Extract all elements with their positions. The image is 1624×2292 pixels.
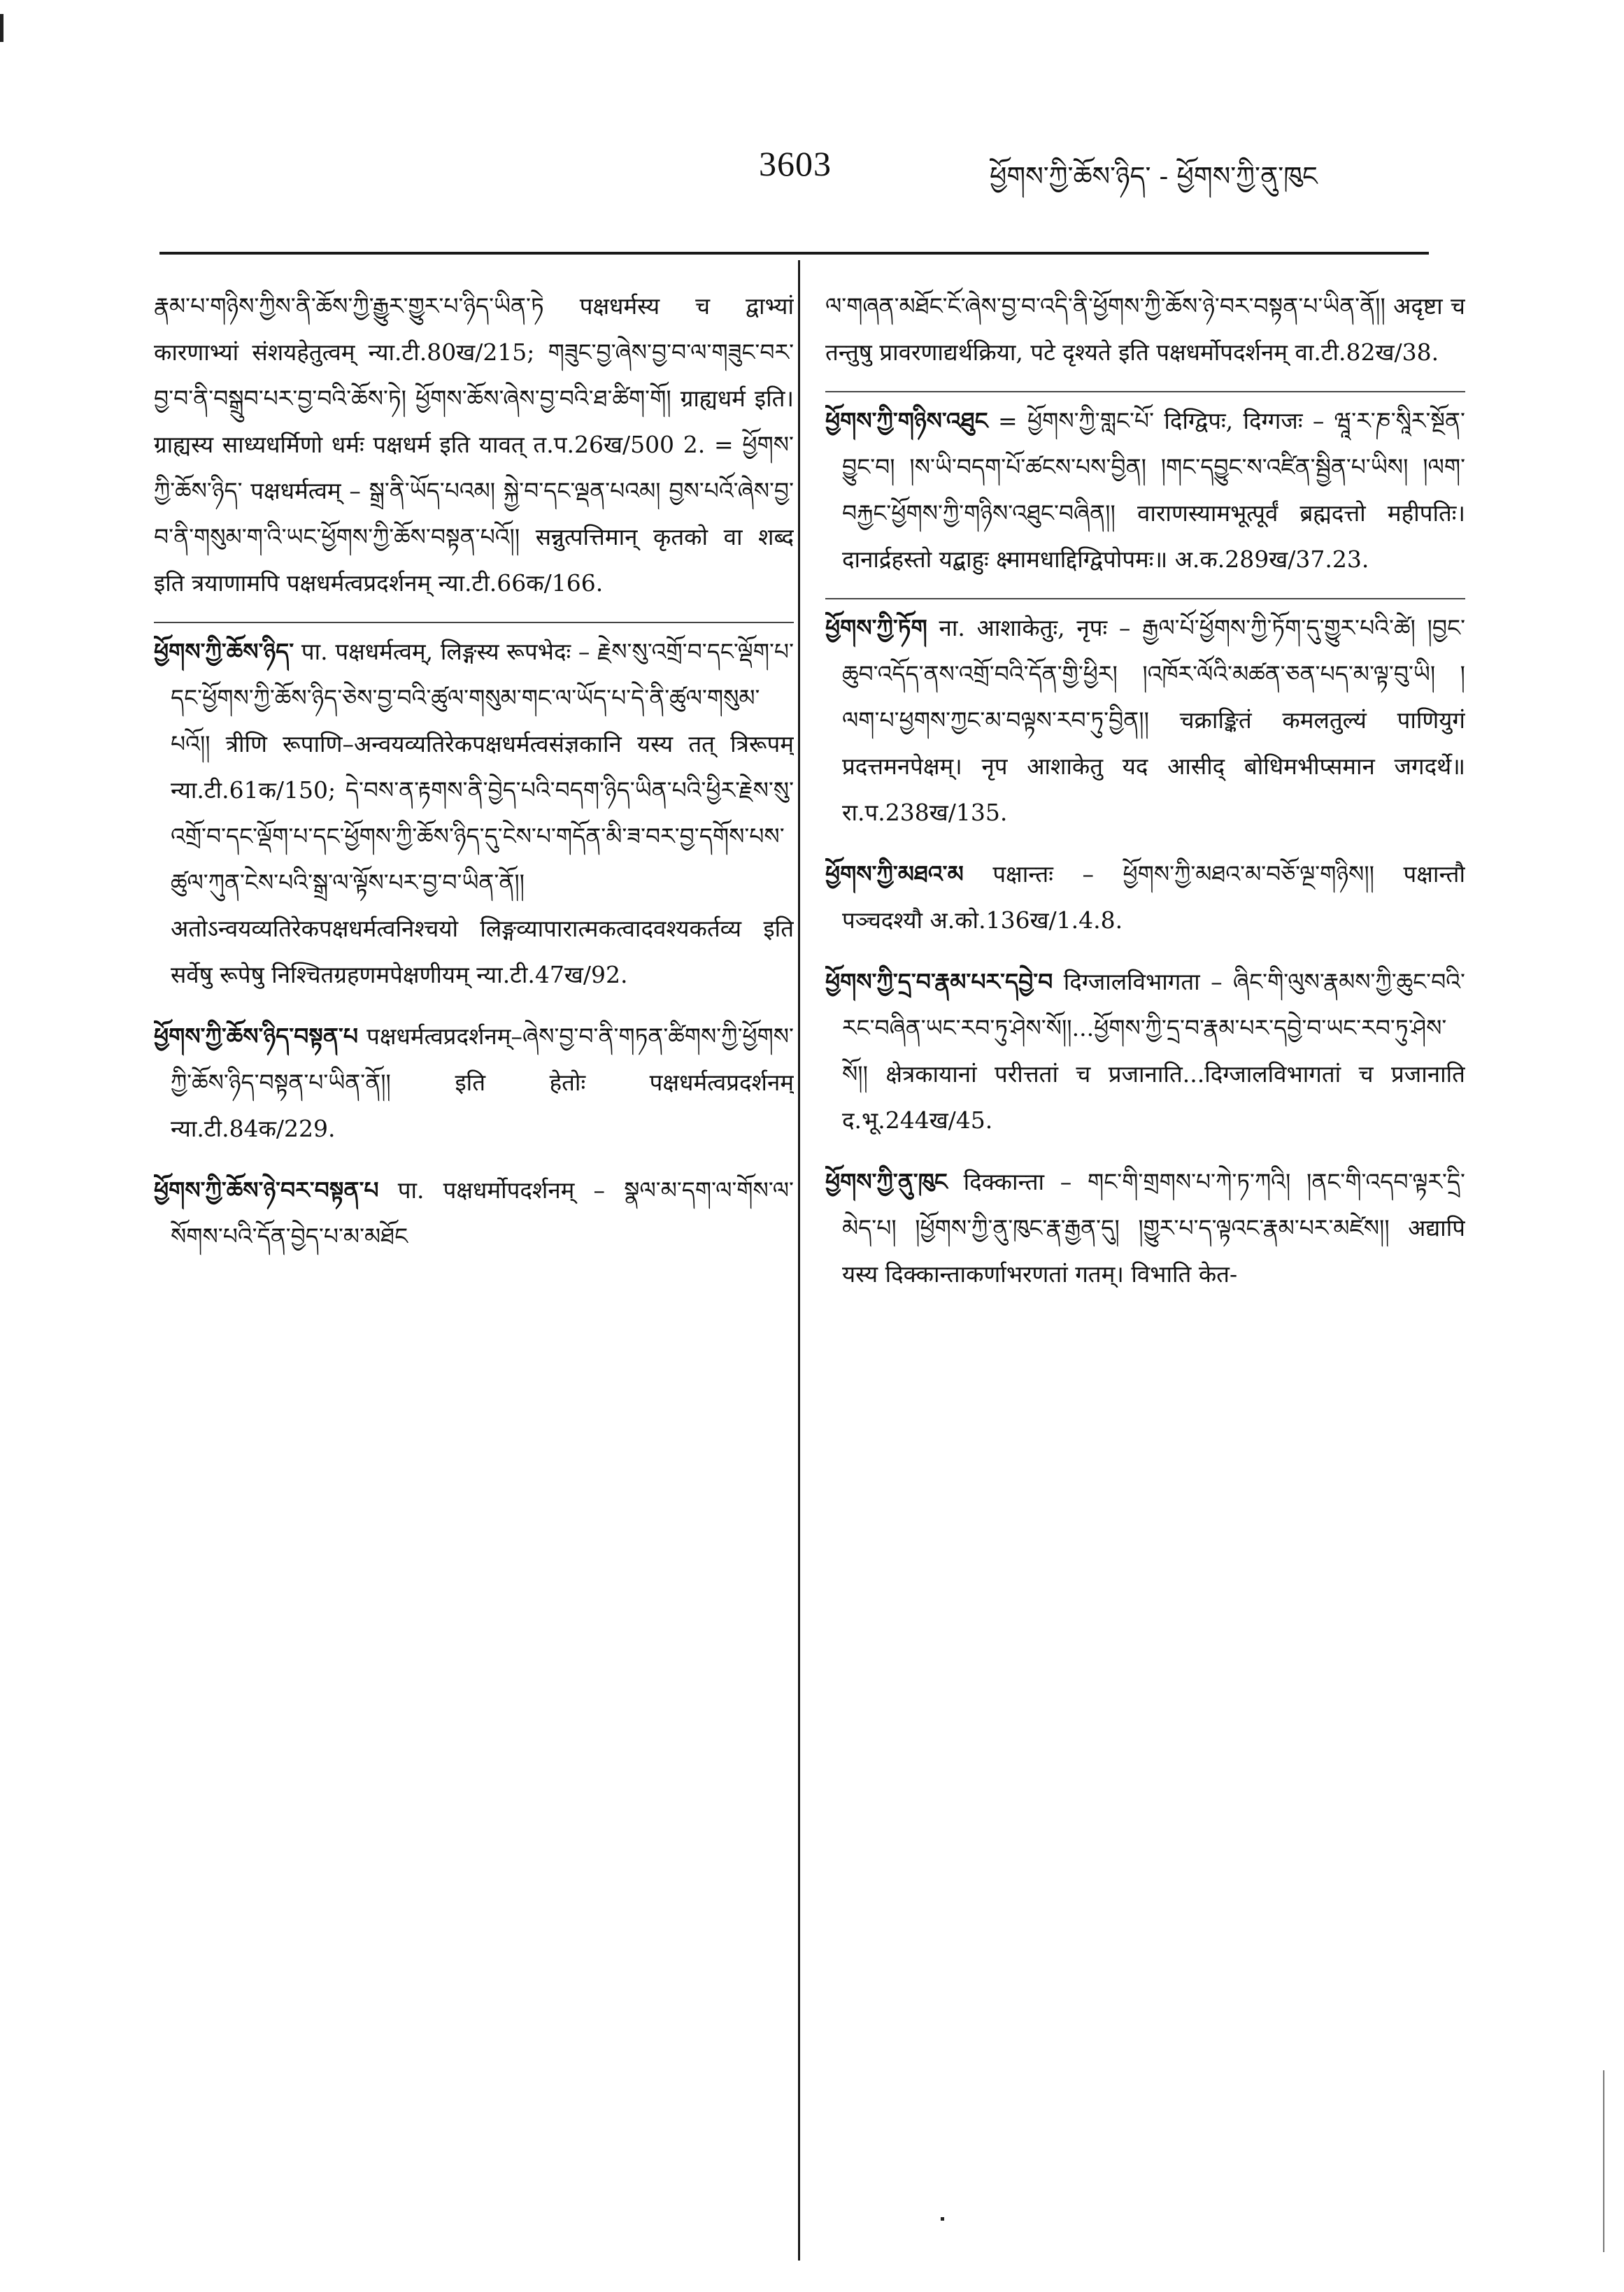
- entry-headword: ཕྱོགས་ཀྱི་དྲ་བ་རྣམ་པར་དབྱེ་བ: [825, 968, 1053, 995]
- entry-text: पा. पक्षधर्मत्वम्, लिङ्गस्य रूपभेदः – རྗེས་སུ་འགྲོ་བ་དང་ལྡོག་པ་དང་ཕྱོགས་ཀྱི་ཆོས་ཉིད་ཅེས་བྱ་བའི་ཚུལ་གསུམ་གང་ལ་ཡོད་པ་དེ་ནི་ཚུལ་གསུམ་པའོ།། त्रीणि रूपाणि–अन्वयव्यतिरेकपक्षधर्मत्वसंज्ञकानि यस्य तत् त्रिरूपम् न्या.टी.61क/150; དེ་བས་ན་རྟགས་ནི་བྱེད་པའི་བདག་ཉིད་ཡིན་པའི་ཕྱིར་རྗེས་སུ་འགྲོ་བ་དང་ལྡོག་པ་དང་ཕྱོགས་ཀྱི་ཆོས་ཉིད་དུ་ངེས་པ་གདོན་མི་ཟ་བར་བྱ་དགོས་པས་ཚུལ་ཀུན་ངེས་པའི་སྒྲ་ལ་ལྟོས་པར་བྱ་བ་ཡིན་ནོ།། अतोऽन्वयव्यतिरेकपक्षधर्मत्वनिश्चयो लिङ्गव्यापारात्मकत्वादवश्यकर्तव्य इति सर्वेषु रूपेषु निश्चितग्रहणमपेक्षणीयम् न्या.टी.47ख/92.: [171, 638, 794, 988]
- dictionary-entry: [154, 622, 794, 998]
- right-column: [825, 283, 1465, 2263]
- entry-text: རྣམ་པ་གཉིས་ཀྱིས་ནི་ཆོས་ཀྱི་རྒྱུར་གྱུར་པ་ཉིད་ཡིན་ཏེ पक्षधर्मस्य च द्वाभ्यां कारणाभ्यां संशयहेतुत्वम् न्या.टी.80ख/215; གཟུང་བྱ་ཞེས་བྱ་བ་ལ་གཟུང་བར་བྱ་བ་ནི་བསྒྲུབ་པར་བྱ་བའི་ཆོས་ཏེ། ཕྱོགས་ཆོས་ཞེས་བྱ་བའི་ཐ་ཚིག་གོ། ग्राह्यधर्म इति। ग्राह्यस्य साध्यधर्मिणो धर्मः पक्षधर्म इति यावत् त.प.26ख/500 2. = ཕྱོགས་ཀྱི་ཆོས་ཉིད་ पक्षधर्मत्वम् – སྒྲ་ནི་ཡོད་པའམ། སྐྱེ་བ་དང་ལྡན་པའམ། བྱས་པའོ་ཞེས་བྱ་བ་ནི་གསུམ་ག་འི་ཡང་ཕྱོགས་ཀྱི་ཆོས་བསྟན་པའོ།། सन्नुत्पत्तिमान् कृतको वा शब्द इति त्रयाणामपि पक्षधर्मत्वप्रदर्शनम् न्या.टी.66क/166.: [154, 292, 794, 597]
- dictionary-entry: [825, 959, 1465, 1144]
- column-divider: [798, 260, 800, 2261]
- entry-headword: ཕྱོགས་ཀྱི་གཉིས་འཐུང: [825, 407, 988, 434]
- entry-text: दिग्जालविभागता – ཞིང་གི་ལུས་རྣམས་ཀྱི་ཆུང་བའི་རང་བཞིན་ཡང་རབ་ཏུ་ཤེས་སོ།།...ཕྱོགས་ཀྱི་དྲ་བ་རྣམ་པར་དབྱེ་བ་ཡང་རབ་ཏུ་ཤེས་སོ།། क्षेत्रकायानां परीत्ततां च प्रजानाति...दिग्जालविभागतां च प्रजानाति द.भू.244ख/45.: [842, 968, 1465, 1134]
- running-head: ཕྱོགས་ཀྱི་ཆོས་ཉིད་ - ཕྱོགས་ཀྱི་ནུ་ཁུང: [990, 161, 1318, 192]
- entry-headword: ཕྱོགས་ཀྱི་ཏོག: [825, 614, 927, 641]
- dictionary-entry: [825, 391, 1465, 583]
- scan-edge-mark: [0, 14, 3, 42]
- entry-text: ལ་གཞན་མཐོང་ངོ་ཞེས་བྱ་བ་འདི་ནི་ཕྱོགས་ཀྱི་ཆོས་ཉེ་བར་བསྟན་པ་ཡིན་ནོ།། अदृष्टा च तन्तुषु प्रावरणाद्यर्थक्रिया, पटे दृश्यते इति पक्षधर्मोपदर्शनम् वा.टी.82ख/38.: [825, 292, 1465, 366]
- entry-headword: ཕྱོགས་ཀྱི་ནུ་ཁུང: [825, 1168, 948, 1195]
- entry-text: दिक्कान्ता – གང་གི་གྲགས་པ་ཀེ་ཏ་ཀའི། །ནང་གི་འདབ་ལྟར་དྲི་མེད་པ། །ཕྱོགས་ཀྱི་ནུ་ཁུང་རྣ་རྒྱན་དུ། །གྱུར་པ་ད་ལྟའང་རྣམ་པར་མཛེས།། अद्यापि यस्य दिक्कान्ताकर्णाभरणतां गतम्। विभाति केत-: [842, 1168, 1465, 1288]
- entry-text: पक्षधर्मत्वप्रदर्शनम्–ཞེས་བྱ་བ་ནི་གཏན་ཚིགས་ཀྱི་ཕྱོགས་ཀྱི་ཆོས་ཉིད་བསྟན་པ་ཡིན་ནོ།། इति हेतोः पक्षधर्मत्वप्रदर्शनम् न्या.टी.84क/229.: [171, 1023, 794, 1142]
- dictionary-entry: [825, 1159, 1465, 1297]
- dictionary-entry: [825, 598, 1465, 836]
- entry-headword: ཕྱོགས་ཀྱི་མཐའ་མ: [825, 860, 964, 888]
- scan-dot-mark: [941, 2217, 944, 2221]
- page-number: 3603: [759, 144, 832, 183]
- header-rule: [159, 252, 1429, 255]
- dictionary-entry: [154, 283, 794, 606]
- dictionary-entry: [825, 851, 1465, 944]
- scan-edge-mark: [1603, 2070, 1604, 2252]
- entry-text: = ཕྱོགས་ཀྱི་གླང་པོ་ दिग्द्विपः, दिग्गजः – ཝཱ་ར་ཎ་སཱིར་སྔོན་བྱུང་བ། །ས་ཡི་བདག་པོ་ཚངས་པས་བྱིན། །གང་དབྱུང་ས་འཛིན་སྦྱིན་པ་ཡིས། །ལག་བརྐྱང་ཕྱོགས་ཀྱི་གཉིས་འཐུང་བཞིན།། वाराणस्यामभूत्पूर्वं ब्रह्मदत्तो महीपतिः। दानार्द्रहस्तो यद्बाहुः क्ष्मामधाद्दिग्द्विपोपमः॥ अ.क.289ख/37.23.: [842, 407, 1465, 573]
- entry-text: ना. आशाकेतुः, नृपः – རྒྱལ་པོ་ཕྱོགས་ཀྱི་ཏོག་དུ་གྱུར་པའི་ཚེ། །བྱང་ཆུབ་འདོད་ནས་འགྲོ་བའི་དོན་གྱི་ཕྱིར། །འཁོར་ལོའི་མཚན་ཅན་པད་མ་ལྟ་བུ་ཡི། །ལག་པ་ཕྱགས་ཀྱང་མ་བལྟས་རབ་ཏུ་བྱིན།། चक्राङ्कितं कमलतुल्यं पाणियुगं प्रदत्तमनपेक्षम्। नृप आशाकेतु यद आसीद् बोधिमभीप्समान जगदर्थे॥ रा.प.238ख/135.: [842, 614, 1465, 826]
- dictionary-entry: [154, 1013, 794, 1152]
- left-column: [154, 283, 794, 2263]
- entry-text: पक्षान्तः – ཕྱོགས་ཀྱི་མཐའ་མ་བཅོ་ལྔ་གཉིས།། पक्षान्तौ पञ्चदश्यौ अ.को.136ख/1.4.8.: [842, 860, 1465, 934]
- entry-headword: ཕྱོགས་ཀྱི་ཆོས་ཉིད་: [154, 638, 294, 665]
- entry-text: पा. पक्षधर्मोपदर्शनम् – སྣལ་མ་དག་ལ་གོས་ལ་སོགས་པའི་དོན་བྱེད་པ་མ་མཐོང: [171, 1176, 794, 1250]
- dictionary-entry: [825, 283, 1465, 376]
- dictionary-entry: [154, 1167, 794, 1260]
- entry-headword: ཕྱོགས་ཀྱི་ཆོས་ཉེ་བར་བསྟན་པ: [154, 1176, 379, 1204]
- entry-headword: ཕྱོགས་ཀྱི་ཆོས་ཉིད་བསྟན་པ: [154, 1023, 359, 1050]
